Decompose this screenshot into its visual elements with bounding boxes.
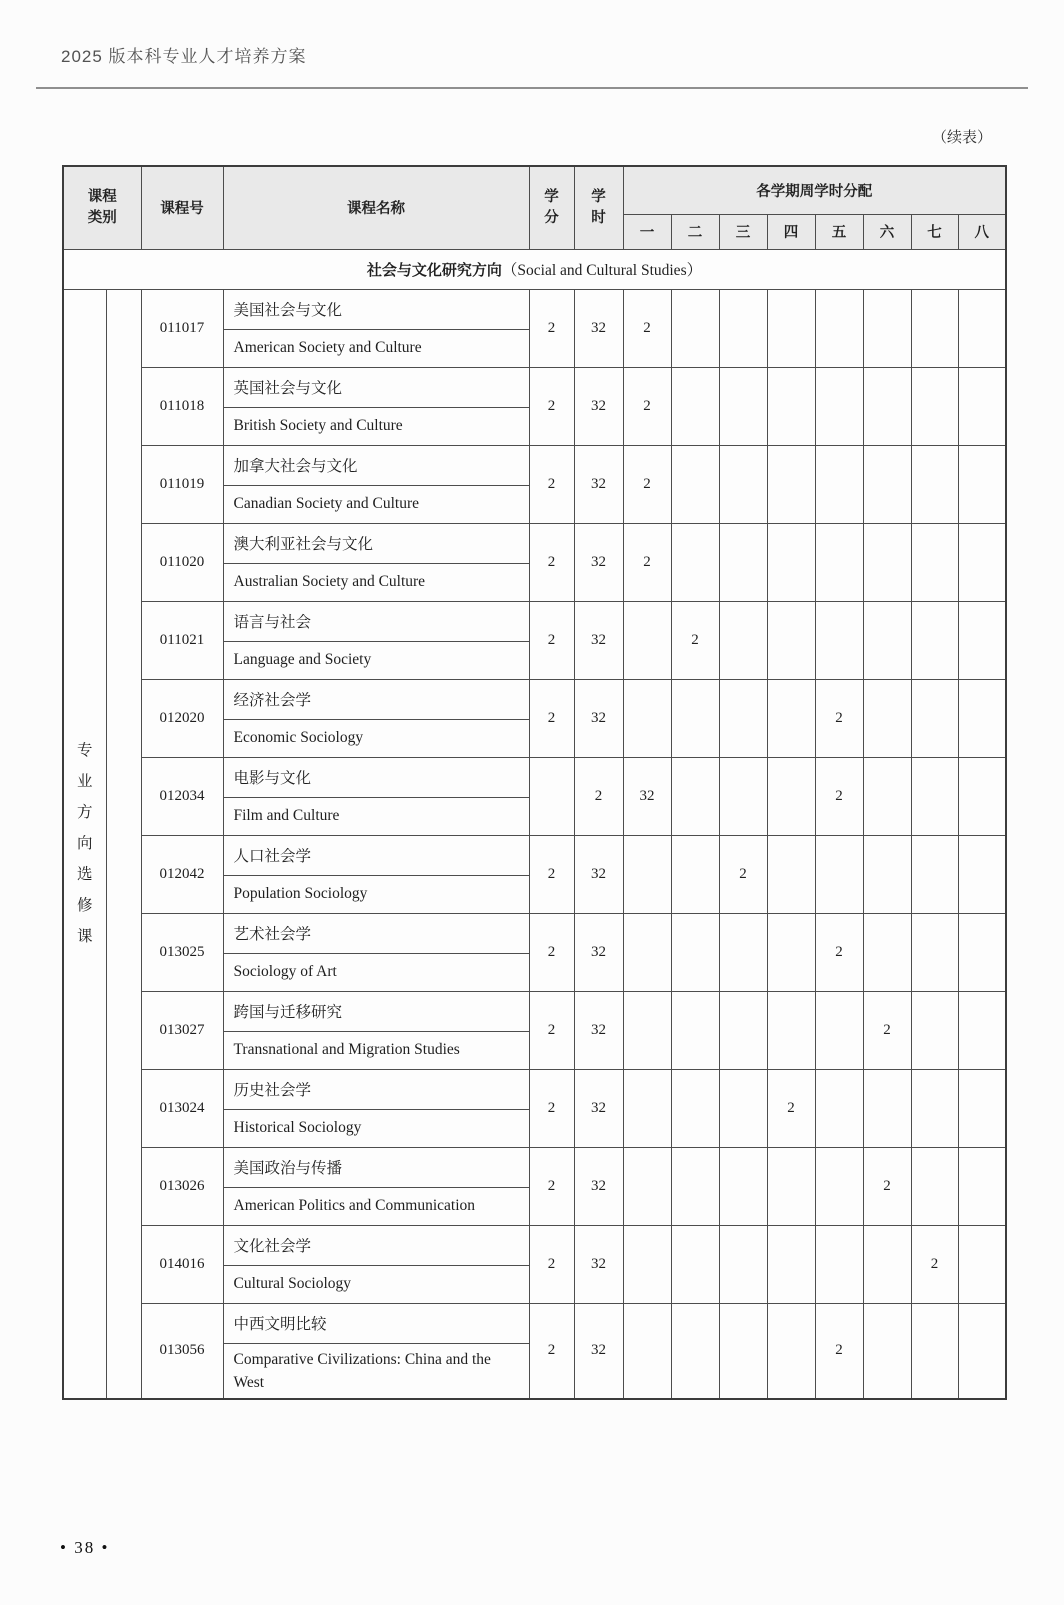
semester-8-hours — [958, 835, 1006, 913]
semester-7-hours — [911, 445, 958, 523]
course-credits: 2 — [529, 445, 574, 523]
semester-7-hours — [911, 913, 958, 991]
course-name-cell — [223, 991, 529, 1069]
semester-7-hours — [911, 601, 958, 679]
semester-5-hours: 2 — [815, 913, 863, 991]
semester-8-hours — [958, 1225, 1006, 1303]
semester-7-hours — [911, 367, 958, 445]
semester-4-hours — [767, 1147, 815, 1225]
table-row — [63, 1069, 1006, 1147]
semester-2-hours — [671, 679, 719, 757]
semester-6-hours — [863, 1303, 911, 1399]
course-credits: 2 — [529, 679, 574, 757]
semester-5-hours — [815, 445, 863, 523]
semester-5-hours — [815, 1069, 863, 1147]
course-name-en: Australian Society and Culture — [233, 573, 426, 591]
semester-7-hours — [911, 1303, 958, 1399]
semester-3-hours — [719, 367, 767, 445]
semester-8-hours — [958, 1069, 1006, 1147]
semester-4-hours — [767, 835, 815, 913]
course-name-zh: 艺术社会学 — [224, 914, 529, 954]
col-header-hours: 学 时 — [574, 166, 623, 249]
semester-6-hours: 2 — [863, 1147, 911, 1225]
semester-7-hours — [911, 289, 958, 367]
semester-1-hours — [623, 601, 671, 679]
course-code: 012034 — [141, 757, 223, 835]
table-row — [63, 1225, 1006, 1303]
course-name-cell — [223, 757, 529, 835]
course-name-zh: 跨国与迁移研究 — [224, 992, 529, 1032]
semester-2-hours — [671, 757, 719, 835]
table-row — [63, 445, 1006, 523]
course-name-zh: 美国政治与传播 — [224, 1148, 529, 1188]
course-credits: 2 — [529, 991, 574, 1069]
semester-7-hours — [911, 679, 958, 757]
course-hours: 32 — [574, 1303, 623, 1399]
course-name-cell — [223, 445, 529, 523]
course-code: 011020 — [141, 523, 223, 601]
course-name-zh: 电影与文化 — [224, 758, 529, 798]
col-header-code: 课程号 — [141, 166, 223, 249]
course-credits: 2 — [529, 523, 574, 601]
semester-3-hours — [719, 1225, 767, 1303]
table-header — [63, 166, 1006, 249]
col-header-sem-8: 八 — [958, 214, 1006, 249]
semester-2-hours: 2 — [671, 601, 719, 679]
course-credits: 2 — [529, 913, 574, 991]
semester-5-hours — [815, 367, 863, 445]
semester-8-hours — [958, 289, 1006, 367]
semester-6-hours — [863, 1225, 911, 1303]
table-row — [63, 1147, 1006, 1225]
course-hours: 32 — [574, 1147, 623, 1225]
course-code: 011017 — [141, 289, 223, 367]
semester-1-hours: 32 — [623, 757, 671, 835]
course-name-zh: 历史社会学 — [224, 1070, 529, 1110]
semester-4-hours — [767, 757, 815, 835]
semester-1-hours: 2 — [623, 523, 671, 601]
table-row — [63, 757, 1006, 835]
semester-3-hours — [719, 991, 767, 1069]
col-header-sem-2: 二 — [671, 214, 719, 249]
semester-2-hours — [671, 991, 719, 1069]
semester-5-hours — [815, 835, 863, 913]
course-code: 011019 — [141, 445, 223, 523]
semester-8-hours — [958, 601, 1006, 679]
course-hours: 32 — [574, 679, 623, 757]
semester-6-hours — [863, 523, 911, 601]
semester-6-hours — [863, 913, 911, 991]
course-name-zh: 人口社会学 — [224, 836, 529, 876]
semester-8-hours — [958, 991, 1006, 1069]
col-header-sem-4: 四 — [767, 214, 815, 249]
category-vertical-label: 专业方向选修课 — [76, 742, 93, 946]
semester-2-hours — [671, 1069, 719, 1147]
semester-3-hours — [719, 1147, 767, 1225]
semester-1-hours — [623, 679, 671, 757]
table-row — [63, 835, 1006, 913]
semester-1-hours — [623, 991, 671, 1069]
semester-5-hours — [815, 601, 863, 679]
course-schedule-table — [62, 165, 1007, 1400]
course-name-cell — [223, 1303, 529, 1399]
semester-2-hours — [671, 445, 719, 523]
semester-7-hours — [911, 835, 958, 913]
course-name-en: Population Sociology — [233, 885, 368, 903]
semester-1-hours: 2 — [623, 367, 671, 445]
course-hours: 32 — [574, 523, 623, 601]
course-code: 013056 — [141, 1303, 223, 1399]
semester-5-hours — [815, 289, 863, 367]
col-header-sem-1: 一 — [623, 214, 671, 249]
course-hours: 32 — [574, 991, 623, 1069]
semester-2-hours — [671, 1147, 719, 1225]
course-code: 013025 — [141, 913, 223, 991]
course-code: 012020 — [141, 679, 223, 757]
semester-6-hours — [863, 757, 911, 835]
semester-1-hours — [623, 835, 671, 913]
course-hours: 2 — [574, 757, 623, 835]
semester-4-hours — [767, 913, 815, 991]
course-hours: 32 — [574, 445, 623, 523]
course-credits: 2 — [529, 1069, 574, 1147]
semester-4-hours — [767, 991, 815, 1069]
semester-5-hours — [815, 1225, 863, 1303]
course-name-zh: 文化社会学 — [224, 1226, 529, 1266]
course-credits: 2 — [529, 601, 574, 679]
table-row — [63, 679, 1006, 757]
semester-6-hours: 2 — [863, 991, 911, 1069]
course-name-en: Comparative Civilizations: China and the West — [233, 1350, 491, 1391]
semester-6-hours — [863, 289, 911, 367]
course-name-en: Historical Sociology — [233, 1119, 362, 1137]
col-header-credits: 学 分 — [529, 166, 574, 249]
semester-5-hours — [815, 991, 863, 1069]
semester-3-hours: 2 — [719, 835, 767, 913]
table-row — [63, 1303, 1006, 1399]
course-name-cell — [223, 679, 529, 757]
course-hours: 32 — [574, 289, 623, 367]
semester-4-hours — [767, 367, 815, 445]
category-spacer-cell — [106, 289, 141, 1399]
semester-3-hours — [719, 1069, 767, 1147]
semester-1-hours: 2 — [623, 445, 671, 523]
semester-6-hours — [863, 679, 911, 757]
semester-1-hours — [623, 1147, 671, 1225]
course-name-en: Language and Society — [233, 651, 372, 669]
semester-8-hours — [958, 367, 1006, 445]
course-code: 013026 — [141, 1147, 223, 1225]
semester-5-hours — [815, 1147, 863, 1225]
course-credits: 2 — [529, 367, 574, 445]
semester-2-hours — [671, 523, 719, 601]
table-row — [63, 289, 1006, 367]
semester-2-hours — [671, 835, 719, 913]
semester-8-hours — [958, 757, 1006, 835]
semester-2-hours — [671, 913, 719, 991]
course-name-en: Sociology of Art — [233, 963, 337, 981]
semester-2-hours — [671, 1225, 719, 1303]
section-title-zh: 社会与文化研究方向 — [366, 262, 502, 279]
title-divider — [36, 87, 1028, 89]
semester-5-hours: 2 — [815, 1303, 863, 1399]
semester-4-hours — [767, 679, 815, 757]
semester-6-hours — [863, 601, 911, 679]
semester-4-hours — [767, 445, 815, 523]
semester-7-hours: 2 — [911, 1225, 958, 1303]
course-name-cell — [223, 913, 529, 991]
semester-4-hours — [767, 289, 815, 367]
semester-1-hours — [623, 913, 671, 991]
col-header-sem-3: 三 — [719, 214, 767, 249]
semester-8-hours — [958, 679, 1006, 757]
course-name-cell — [223, 289, 529, 367]
semester-8-hours — [958, 1303, 1006, 1399]
course-name-en: British Society and Culture — [233, 417, 403, 435]
semester-3-hours — [719, 523, 767, 601]
col-header-sem-7: 七 — [911, 214, 958, 249]
course-name-zh: 加拿大社会与文化 — [224, 446, 529, 486]
semester-7-hours — [911, 1069, 958, 1147]
course-code: 013024 — [141, 1069, 223, 1147]
semester-4-hours — [767, 1303, 815, 1399]
semester-5-hours: 2 — [815, 757, 863, 835]
semester-6-hours — [863, 835, 911, 913]
semester-1-hours: 2 — [623, 289, 671, 367]
course-name-zh: 英国社会与文化 — [224, 368, 529, 408]
course-name-en: Film and Culture — [233, 807, 340, 825]
section-title — [63, 249, 1006, 289]
semester-2-hours — [671, 1303, 719, 1399]
course-name-cell — [223, 1069, 529, 1147]
section-row — [63, 249, 1006, 289]
semester-3-hours — [719, 1303, 767, 1399]
course-credits: 2 — [529, 1303, 574, 1399]
course-name-en: Cultural Sociology — [233, 1275, 352, 1293]
semester-7-hours — [911, 1147, 958, 1225]
course-name-en: American Politics and Communication — [233, 1197, 475, 1215]
semester-6-hours — [863, 367, 911, 445]
semester-1-hours — [623, 1069, 671, 1147]
course-name-zh: 澳大利亚社会与文化 — [224, 524, 529, 564]
semester-3-hours — [719, 757, 767, 835]
semester-2-hours — [671, 289, 719, 367]
course-name-zh: 美国社会与文化 — [224, 290, 529, 330]
semester-6-hours — [863, 445, 911, 523]
course-tbody — [63, 249, 1006, 1399]
course-credits: 2 — [529, 1147, 574, 1225]
table-row — [63, 367, 1006, 445]
category-cell — [63, 289, 106, 1399]
course-hours: 32 — [574, 367, 623, 445]
semester-8-hours — [958, 913, 1006, 991]
course-name-cell — [223, 367, 529, 445]
course-code: 013027 — [141, 991, 223, 1069]
semester-8-hours — [958, 523, 1006, 601]
course-hours: 32 — [574, 1069, 623, 1147]
semester-4-hours — [767, 1225, 815, 1303]
course-hours: 32 — [574, 601, 623, 679]
semester-4-hours: 2 — [767, 1069, 815, 1147]
semester-3-hours — [719, 289, 767, 367]
table-row — [63, 601, 1006, 679]
semester-4-hours — [767, 601, 815, 679]
semester-5-hours: 2 — [815, 679, 863, 757]
semester-3-hours — [719, 679, 767, 757]
document-title: 2025 版本科专业人才培养方案 — [61, 47, 307, 66]
col-header-name: 课程名称 — [223, 166, 529, 249]
course-name-cell — [223, 1225, 529, 1303]
semester-1-hours — [623, 1225, 671, 1303]
course-code: 012042 — [141, 835, 223, 913]
course-credits: 2 — [529, 1225, 574, 1303]
course-name-cell — [223, 1147, 529, 1225]
course-name-cell — [223, 523, 529, 601]
course-name-cell — [223, 601, 529, 679]
table-row — [63, 991, 1006, 1069]
page-number: • 38 • — [60, 1538, 110, 1557]
course-hours: 32 — [574, 913, 623, 991]
course-name-en: Canadian Society and Culture — [233, 495, 420, 513]
section-title-en: （Social and Cultural Studies） — [501, 262, 703, 279]
table-row — [63, 523, 1006, 601]
course-name-cell — [223, 835, 529, 913]
semester-5-hours — [815, 523, 863, 601]
course-code: 014016 — [141, 1225, 223, 1303]
col-header-category: 课程 类别 — [63, 166, 141, 249]
course-name-en: Economic Sociology — [233, 729, 364, 747]
course-name-zh: 经济社会学 — [224, 680, 529, 720]
semester-6-hours — [863, 1069, 911, 1147]
semester-7-hours — [911, 523, 958, 601]
course-name-en: Transnational and Migration Studies — [233, 1041, 460, 1059]
semester-7-hours — [911, 757, 958, 835]
course-hours: 32 — [574, 835, 623, 913]
continued-table-note: （续表） — [931, 130, 992, 146]
col-header-sem-6: 六 — [863, 214, 911, 249]
semester-3-hours — [719, 601, 767, 679]
course-name-zh: 中西文明比较 — [224, 1304, 529, 1344]
course-hours: 32 — [574, 1225, 623, 1303]
course-credits: 2 — [529, 835, 574, 913]
semester-2-hours — [671, 367, 719, 445]
course-name-zh: 语言与社会 — [224, 602, 529, 642]
semester-3-hours — [719, 445, 767, 523]
semester-8-hours — [958, 1147, 1006, 1225]
course-name-en: American Society and Culture — [233, 339, 422, 357]
course-credits — [529, 757, 574, 835]
course-code: 011021 — [141, 601, 223, 679]
semester-7-hours — [911, 991, 958, 1069]
col-header-sem-5: 五 — [815, 214, 863, 249]
semester-3-hours — [719, 913, 767, 991]
semester-4-hours — [767, 523, 815, 601]
semester-1-hours — [623, 1303, 671, 1399]
col-header-allocation: 各学期周学时分配 — [623, 166, 1006, 214]
course-code: 011018 — [141, 367, 223, 445]
table-row — [63, 913, 1006, 991]
course-credits: 2 — [529, 289, 574, 367]
semester-8-hours — [958, 445, 1006, 523]
